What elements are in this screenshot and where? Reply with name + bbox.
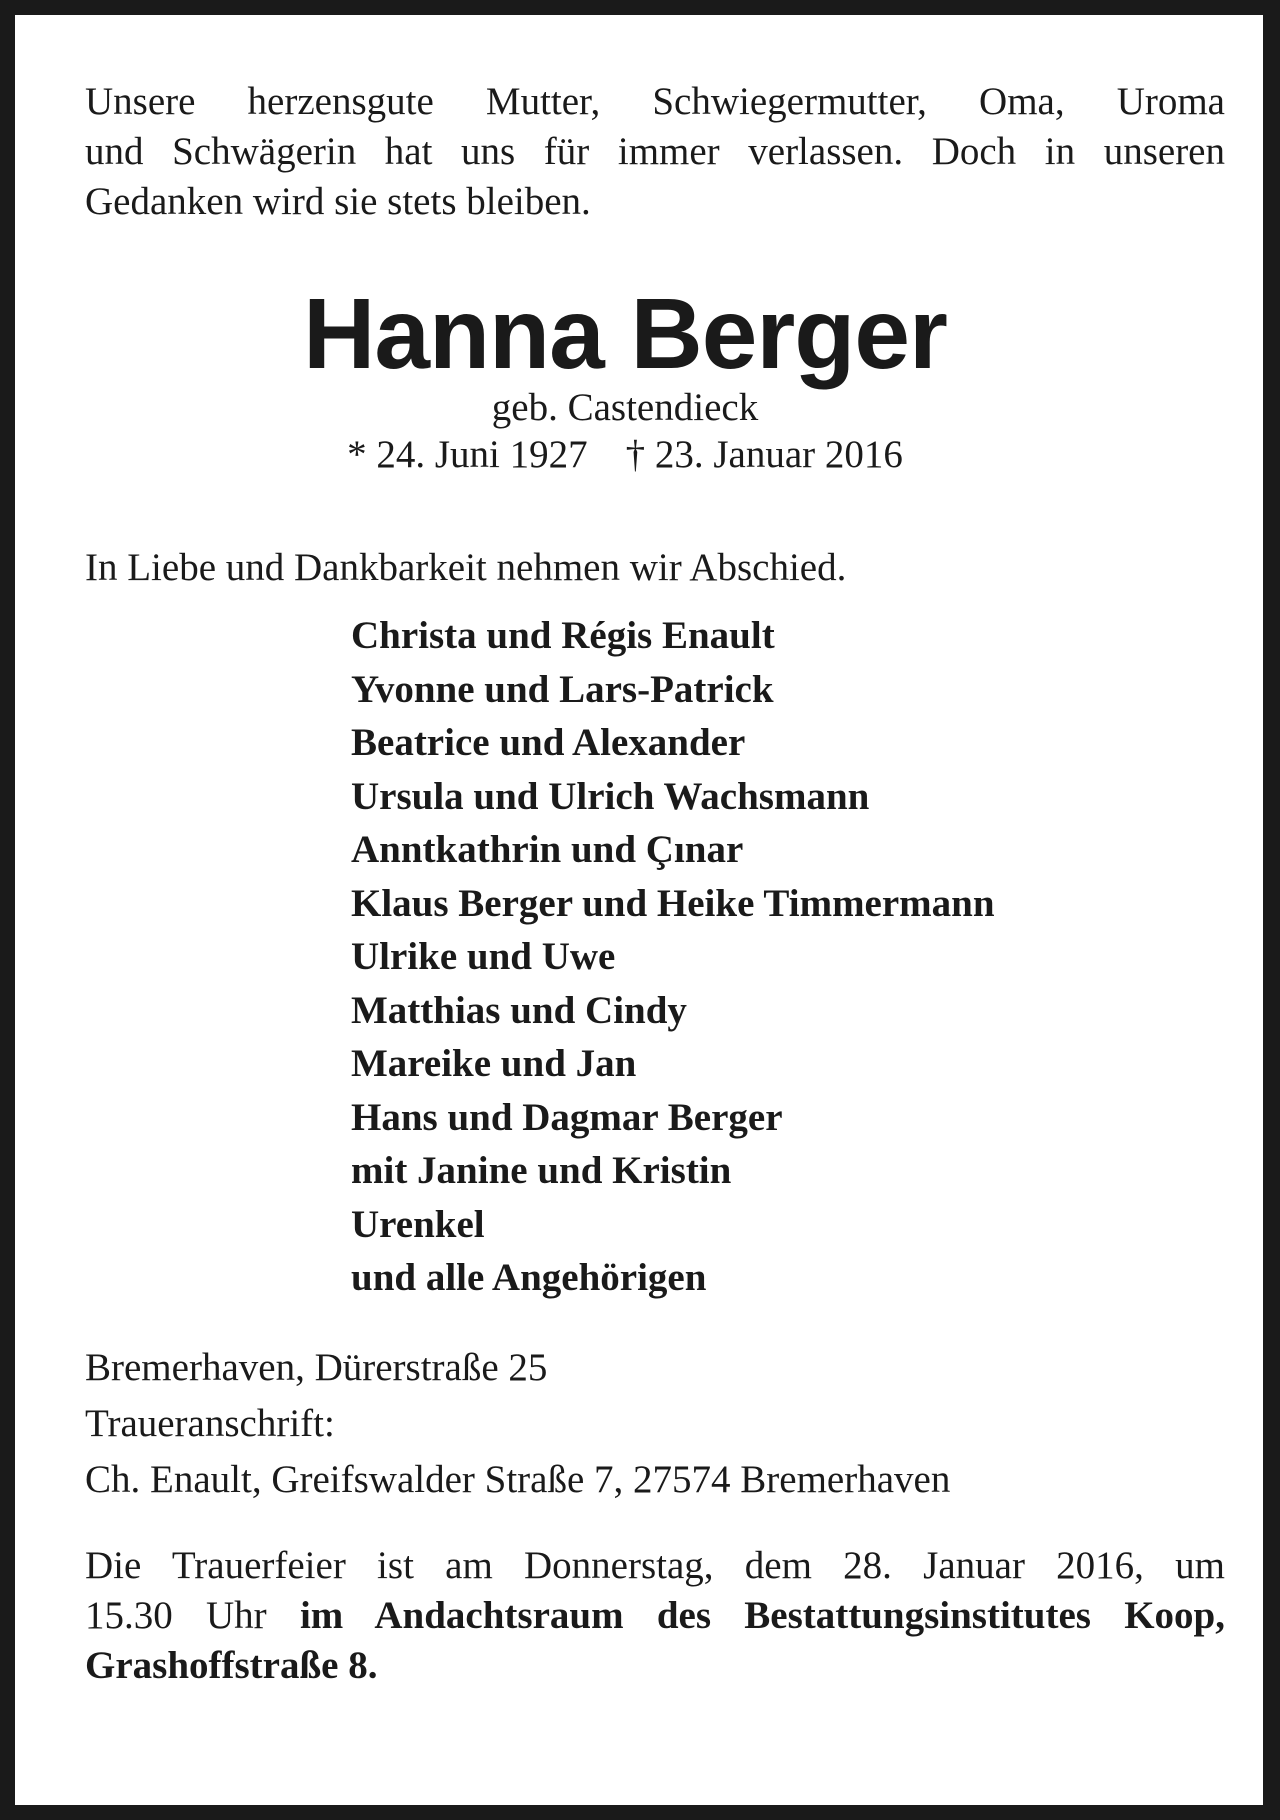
ceremony-line-3: [85, 1641, 1225, 1691]
ceremony-line-2: [85, 1591, 1225, 1641]
deceased-name: Hanna Berger: [303, 278, 947, 390]
farewell-text: In Liebe und Dankbarkeit nehmen wir Abschied.: [85, 546, 847, 589]
intro-line-1: Unsere herzensgute Mutter, Schwiegermutter, Oma, Uroma: [85, 80, 1225, 123]
family-member: Ursula und Ulrich Wachsmann: [351, 774, 870, 818]
family-member: Anntkathrin und Çınar: [351, 828, 744, 871]
ceremony-venue: im Andachtsraum des Bestattungsinstitutes Koop,: [299, 1593, 1225, 1637]
family-member: Klaus Berger und Heike Timmermann: [351, 881, 995, 925]
birth-name: geb. Castendieck: [491, 386, 759, 429]
ceremony-street: Grashoffstraße 8.: [85, 1643, 378, 1687]
family-member: und alle Angehörigen: [351, 1256, 707, 1299]
family-member: Matthias und Cindy: [351, 988, 687, 1032]
family-member: Yvonne und Lars-Patrick: [351, 667, 774, 711]
home-address: Bremerhaven, Dürerstraße 25: [85, 1345, 548, 1389]
family-member: mit Janine und Kristin: [351, 1149, 732, 1192]
ceremony-paragraph: [85, 1541, 1225, 1691]
ceremony-time: 15.30 Uhr: [85, 1593, 300, 1637]
life-dates: [25, 431, 1225, 479]
obituary-notice: [85, 77, 1225, 1691]
family-member: Ulrike und Uwe: [351, 935, 616, 978]
family-list: [351, 609, 1225, 1305]
death-date: † 23. Januar 2016: [625, 433, 903, 476]
mourning-address-label: Traueranschrift:: [85, 1401, 335, 1445]
family-member: Hans und Dagmar Berger: [351, 1095, 783, 1139]
intro-line-3: Gedanken wird sie stets bleiben.: [85, 180, 591, 223]
family-member: Mareike und Jan: [351, 1042, 637, 1085]
birth-date: * 24. Juni 1927: [347, 433, 588, 476]
intro-paragraph: [85, 77, 1225, 227]
family-member: Christa und Régis Enault: [351, 614, 775, 657]
family-member: Beatrice und Alexander: [351, 721, 746, 764]
intro-line-2: und Schwägerin hat uns für immer verlassen. Doch in unseren: [85, 130, 1225, 173]
ceremony-line-1: Die Trauerfeier ist am Donnerstag, dem 28. Januar 2016, um: [85, 1543, 1225, 1587]
family-member: Urenkel: [351, 1202, 485, 1246]
mourning-address: Ch. Enault, Greifswalder Straße 7, 27574 Bremerhaven: [85, 1457, 951, 1501]
